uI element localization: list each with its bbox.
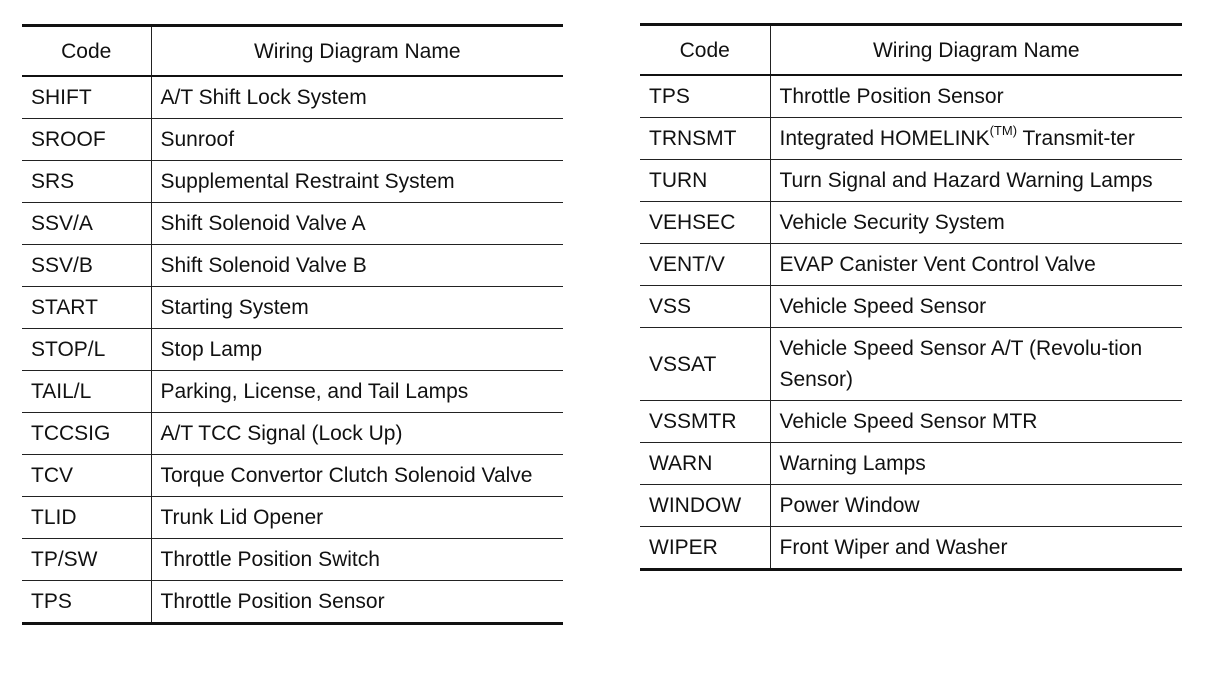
name-cell: Vehicle Security System xyxy=(770,202,1182,244)
code-cell: SRS xyxy=(22,161,151,203)
code-cell: SSV/B xyxy=(22,245,151,287)
code-cell: TCV xyxy=(22,455,151,497)
table-row xyxy=(22,371,563,413)
table-row xyxy=(640,202,1182,244)
name-cell: Shift Solenoid Valve A xyxy=(151,203,563,245)
name-cell: Turn Signal and Hazard Warning Lamps xyxy=(770,160,1182,202)
code-cell: TCCSIG xyxy=(22,413,151,455)
code-cell: TP/SW xyxy=(22,539,151,581)
table-row xyxy=(22,287,563,329)
code-cell: TRNSMT xyxy=(640,118,770,160)
code-cell: TLID xyxy=(22,497,151,539)
name-cell: Throttle Position Sensor xyxy=(770,75,1182,118)
name-cell: Vehicle Speed Sensor MTR xyxy=(770,401,1182,443)
name-cell: Warning Lamps xyxy=(770,443,1182,485)
name-cell xyxy=(770,118,1182,160)
table-row xyxy=(640,244,1182,286)
name-cell: Throttle Position Sensor xyxy=(160,590,385,613)
table-row xyxy=(640,118,1182,160)
table-row xyxy=(22,161,563,203)
code-column-header: Code xyxy=(22,26,151,77)
name-cell: Shift Solenoid Valve B xyxy=(151,245,563,287)
name-text: Integrated HOMELINK xyxy=(779,127,990,150)
name-cell: Starting System xyxy=(151,287,563,329)
name-cell: Parking, License, and Tail Lamps xyxy=(151,371,563,413)
table-row xyxy=(22,539,563,581)
code-cell: SHIFT xyxy=(22,76,151,119)
table-row xyxy=(22,245,563,287)
name-cell: Vehicle Speed Sensor xyxy=(770,286,1182,328)
name-cell: EVAP Canister Vent Control Valve xyxy=(770,244,1182,286)
name-cell: Sunroof xyxy=(151,119,563,161)
name-cell: Torque Convertor Clutch Solenoid Valve xyxy=(151,455,563,497)
trademark-superscript: (TM) xyxy=(989,123,1018,138)
code-cell: WIPER xyxy=(640,527,770,570)
code-cell: TPS xyxy=(640,75,770,118)
code-cell: TURN xyxy=(640,160,770,202)
name-column-header: Wiring Diagram Name xyxy=(770,25,1182,76)
name-cell: A/T TCC Signal (Lock Up) xyxy=(151,413,563,455)
table-header-row xyxy=(640,25,1182,76)
code-column-header: Code xyxy=(640,25,770,76)
name-cell: A/T Shift Lock System xyxy=(151,76,563,119)
code-cell: SSV/A xyxy=(22,203,151,245)
code-cell: WINDOW xyxy=(640,485,770,527)
name-cell: Power Window xyxy=(770,485,1182,527)
code-cell: VSSMTR xyxy=(640,401,770,443)
table-row xyxy=(640,485,1182,527)
table-row xyxy=(640,527,1182,570)
table-row xyxy=(22,413,563,455)
code-cell: VEHSEC xyxy=(640,202,770,244)
wiring-codes-table-left xyxy=(22,24,563,625)
table-body xyxy=(22,76,563,624)
table-row xyxy=(640,75,1182,118)
name-text-continued: Transmit-ter xyxy=(1017,127,1135,150)
table-row xyxy=(640,286,1182,328)
table-row xyxy=(22,76,563,119)
wiring-codes-table-right xyxy=(640,23,1182,571)
table-row xyxy=(22,581,563,624)
table-row xyxy=(640,328,1182,401)
table-row xyxy=(22,497,563,539)
code-cell: VSS xyxy=(640,286,770,328)
code-cell: WARN xyxy=(640,443,770,485)
code-cell: STOP/L xyxy=(22,329,151,371)
name-cell: Front Wiper and Washer xyxy=(779,536,1008,559)
name-cell: Supplemental Restraint System xyxy=(151,161,563,203)
code-cell: TAIL/L xyxy=(22,371,151,413)
table-row xyxy=(22,119,563,161)
name-cell: Stop Lamp xyxy=(151,329,563,371)
name-cell: Throttle Position Switch xyxy=(151,539,563,581)
table-row xyxy=(22,203,563,245)
code-cell: TPS xyxy=(22,581,151,624)
table-row xyxy=(640,443,1182,485)
name-cell: Vehicle Speed Sensor A/T (Revolu-tion Sensor) xyxy=(770,328,1182,401)
name-column-header: Wiring Diagram Name xyxy=(151,26,563,77)
code-cell: VSSAT xyxy=(640,328,770,401)
table-row xyxy=(22,455,563,497)
code-cell: SROOF xyxy=(22,119,151,161)
table-row xyxy=(22,329,563,371)
table-header-row xyxy=(22,26,563,77)
table-row xyxy=(640,401,1182,443)
name-cell: Trunk Lid Opener xyxy=(151,497,563,539)
table-body xyxy=(640,75,1182,570)
code-cell: VENT/V xyxy=(640,244,770,286)
code-cell: START xyxy=(22,287,151,329)
table-row xyxy=(640,160,1182,202)
